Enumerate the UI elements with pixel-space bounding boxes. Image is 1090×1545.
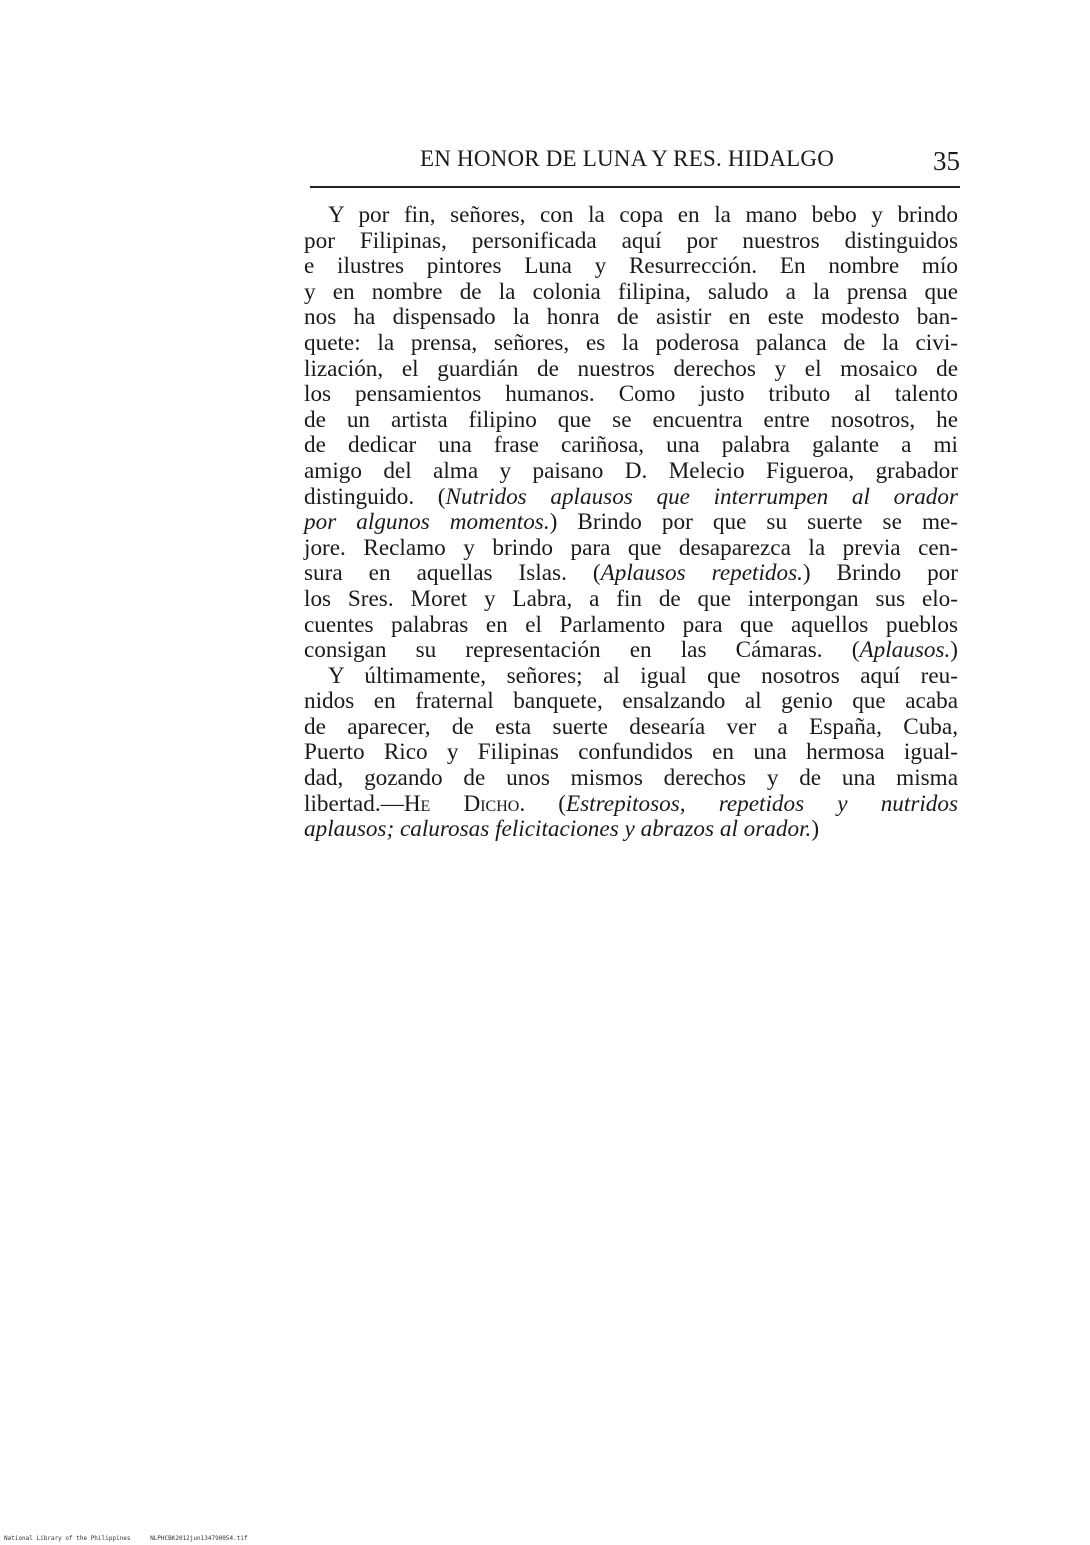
- text-line: nidos en fraternal banquete, ensalzando al genio que acaba: [304, 688, 958, 715]
- italic-run: Estrepitosos, repetidos y nutridos: [565, 790, 958, 817]
- smallcaps-run: He Dicho: [403, 790, 520, 817]
- text-run: sura en aquellas Islas. (: [304, 560, 601, 587]
- text-line: los pensamientos humanos. Como justo tributo al talento: [304, 381, 958, 408]
- running-head: EN HONOR DE LUNA Y RES. HIDALGO: [420, 146, 835, 171]
- header-rule: [310, 186, 960, 188]
- text-line: [304, 638, 958, 664]
- text-line: Y por fin, señores, con la copa en la mano bebo y brindo: [328, 202, 958, 228]
- text-line: de aparecer, de esta suerte desearía ver a España, Cuba,: [304, 713, 958, 740]
- italic-run: Nutridos aplausos que interrumpen al orador: [445, 483, 958, 510]
- text-line: los Sres. Moret y Labra, a fin de que interpongan sus elo-: [304, 585, 958, 612]
- page-header: [420, 146, 960, 182]
- text-line: y en nombre de la colonia filipina, saludo a la prensa que: [304, 278, 958, 305]
- text-line: [304, 817, 958, 843]
- file-identifier: NLPHCBK2012jun134790054.tif: [150, 1535, 248, 1542]
- text-run: consigan su representación en las Cámaras. (: [304, 637, 860, 664]
- text-run: . (: [519, 790, 566, 817]
- text-line: de dedicar una frase cariñosa, una palabra galante a mi: [304, 432, 958, 459]
- italic-run: aplausos; calurosas felicitaciones y abrazos al orador.: [304, 816, 812, 843]
- text-line: cuentes palabras en el Parlamento para que aquellos pueblos: [304, 611, 958, 638]
- text-run: libertad.—: [304, 790, 404, 817]
- italic-run: Aplausos repetidos.: [600, 560, 803, 587]
- text-line: por Filipinas, personificada aquí por nuestros distinguidos: [304, 227, 958, 254]
- text-run: distinguido. (: [304, 483, 446, 510]
- text-run: ) Brindo por que su suerte se me-: [549, 509, 958, 536]
- text-line: [304, 510, 958, 536]
- text-run: ): [811, 816, 820, 843]
- text-line: jore. Reclamo y brindo para que desaparezca la previa cen-: [304, 534, 958, 561]
- text-line: Puerto Rico y Filipinas confundidos en una hermosa igual-: [304, 739, 958, 766]
- text-line: lización, el guardián de nuestros derechos y el mosaico de: [304, 355, 958, 382]
- text-run: ): [950, 637, 958, 664]
- text-run: ) Brindo por: [802, 560, 958, 587]
- scan-footer: [4, 1535, 248, 1542]
- library-credit: National Library of the Philippines: [4, 1535, 131, 1542]
- text-line: de un artista filipino que se encuentra entre nosotros, he: [304, 406, 958, 433]
- italic-run: Aplausos.: [859, 637, 951, 664]
- body-text: [304, 203, 958, 843]
- text-line: dad, gozando de unos mismos derechos y de una misma: [304, 765, 958, 792]
- text-line: amigo del alma y paisano D. Melecio Figueroa, grabador: [304, 457, 958, 484]
- text-line: Y últimamente, señores; al igual que nosotros aquí reu-: [328, 662, 958, 689]
- text-line: [304, 561, 958, 587]
- text-line: [304, 485, 958, 511]
- page-number: 35: [933, 146, 960, 176]
- italic-run: por algunos momentos.: [304, 509, 550, 536]
- text-line: nos ha dispensado la honra de asistir en este modesto ban-: [304, 304, 958, 331]
- text-line: e ilustres pintores Luna y Resurrección. En nombre mío: [304, 253, 958, 280]
- text-line: [304, 792, 958, 818]
- text-line: quete: la prensa, señores, es la poderosa palanca de la civi-: [304, 329, 958, 356]
